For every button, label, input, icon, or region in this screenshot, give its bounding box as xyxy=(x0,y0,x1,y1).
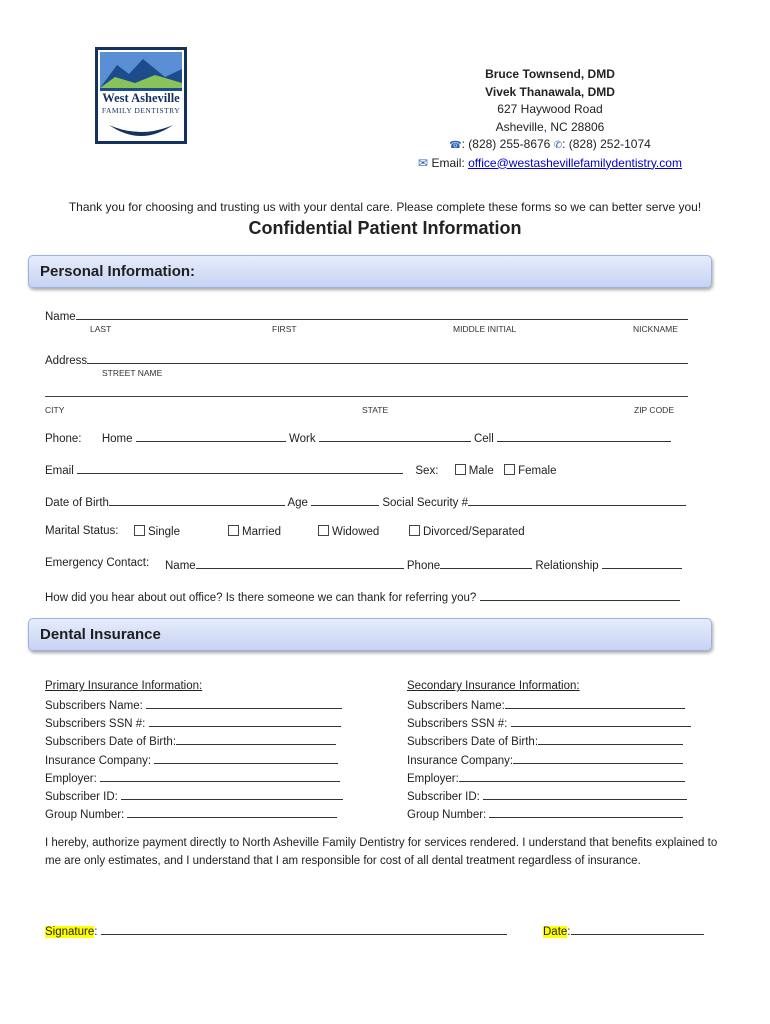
secondary-subscriber-name-field[interactable] xyxy=(505,697,685,709)
signature-label: Signature xyxy=(45,926,95,938)
street-field[interactable] xyxy=(87,352,688,364)
name-sub-middle: MIDDLE INITIAL xyxy=(453,324,517,334)
cell-phone-field[interactable] xyxy=(497,430,671,442)
work-label: Work xyxy=(288,433,316,445)
address-label: Address xyxy=(45,355,88,367)
divorced-checkbox[interactable] xyxy=(409,525,420,536)
practice-logo xyxy=(95,47,187,144)
male-checkbox[interactable] xyxy=(455,464,466,475)
single-label: Single xyxy=(148,526,180,538)
primary-ssn-field[interactable] xyxy=(149,715,341,727)
primary-field-label: Subscribers SSN #: xyxy=(45,718,146,731)
emergency-name-field[interactable] xyxy=(196,557,404,569)
referral-label: How did you hear about out office? Is there someone we can thank for referring you? xyxy=(45,592,477,604)
secondary-ssn-field[interactable] xyxy=(511,715,691,727)
dob-row xyxy=(45,494,686,509)
personal-info-header xyxy=(28,255,712,288)
emergency-phone-label: Phone xyxy=(406,560,441,572)
phone-line xyxy=(380,136,720,155)
date-label: Date xyxy=(543,926,568,938)
primary-field-label: Subscribers Name: xyxy=(45,700,143,712)
address-row xyxy=(45,352,688,367)
age-field[interactable] xyxy=(311,494,379,506)
primary-employer-field[interactable] xyxy=(100,770,340,782)
primary-field-label: Insurance Company: xyxy=(45,754,152,767)
divorced-label: Divorced/Separated xyxy=(423,526,525,538)
logo-tagline: FAMILY DENTISTRY xyxy=(101,106,181,115)
dental-insurance-heading: Dental Insurance xyxy=(40,626,161,643)
secondary-subscriber-id-field[interactable] xyxy=(483,788,687,800)
primary-field-label: Group Number: xyxy=(45,809,125,822)
personal-info-heading: Personal Information: xyxy=(40,263,196,280)
secondary-field-label: Subscribers SSN #: xyxy=(407,718,508,731)
married-label: Married xyxy=(242,526,281,538)
city-sub: CITY xyxy=(45,405,65,415)
signature-field[interactable] xyxy=(101,923,507,935)
fax-number: : (828) 252-1074 xyxy=(562,137,651,151)
city-state-zip-field[interactable] xyxy=(45,389,688,397)
relationship-field[interactable] xyxy=(602,557,682,569)
street-address: 627 Haywood Road xyxy=(497,102,603,116)
email-field-label: Email xyxy=(45,465,74,477)
home-phone-field[interactable] xyxy=(136,430,286,442)
secondary-insurance-company-field[interactable] xyxy=(513,752,683,764)
secondary-employer-field[interactable] xyxy=(459,770,685,782)
email-link[interactable]: office@westashevillefamilydentistry.com xyxy=(468,155,682,170)
primary-field-label: Subscribers Date of Birth: xyxy=(45,736,177,749)
authorization-text: I hereby, authorize payment directly to North Asheville Family Dentistry for services rendered. I understand that benefits explained to me are only estimates, and I understand that I am responsible for cost of all dental treatment regardless of insurance. xyxy=(45,837,718,867)
single-checkbox[interactable] xyxy=(134,525,145,536)
name-sub-nickname: NICKNAME xyxy=(633,324,678,334)
secondary-field-label: Subscribers Date of Birth: xyxy=(407,736,539,749)
female-label: Female xyxy=(518,465,557,477)
state-sub: STATE xyxy=(362,405,389,415)
name-field[interactable] xyxy=(76,308,688,320)
secondary-field-label: Group Number: xyxy=(407,809,487,822)
signature-colon: : xyxy=(94,926,98,938)
dental-insurance-header xyxy=(28,618,712,651)
referral-row xyxy=(45,589,680,604)
secondary-dob-field[interactable] xyxy=(538,733,683,745)
secondary-insurance-heading: Secondary Insurance Information: xyxy=(407,680,580,692)
primary-insurance-company-field[interactable] xyxy=(154,752,338,764)
logo-name: West Asheville xyxy=(102,91,180,105)
secondary-field-label: Insurance Company: xyxy=(407,754,514,767)
secondary-field-label: Subscriber ID: xyxy=(407,791,480,804)
divorced-option xyxy=(409,525,525,538)
contact-block xyxy=(380,66,720,172)
date-field[interactable] xyxy=(571,923,704,935)
dob-field[interactable] xyxy=(109,494,285,506)
intro-text: Thank you for choosing and trusting us with your dental care. Please complete these forms so we can better serve you! xyxy=(68,200,702,214)
married-option xyxy=(228,525,281,538)
fax-icon: ✆ xyxy=(553,140,563,151)
doctor-name: Bruce Townsend, DMD xyxy=(485,67,615,81)
sex-label: Sex: xyxy=(415,465,439,477)
age-label: Age xyxy=(287,497,308,509)
widowed-label: Widowed xyxy=(332,526,380,538)
single-option xyxy=(134,525,180,538)
secondary-field-label: Employer: xyxy=(407,772,459,785)
secondary-insurance-fields xyxy=(407,697,691,824)
work-phone-field[interactable] xyxy=(319,430,471,442)
doctor-name: Vivek Thanawala, DMD xyxy=(485,84,615,99)
primary-field-label: Employer: xyxy=(45,772,97,785)
referral-field[interactable] xyxy=(480,589,680,601)
name-sub-last: LAST xyxy=(90,324,112,334)
email-label: Email: xyxy=(431,155,465,170)
widowed-checkbox[interactable] xyxy=(318,525,329,536)
female-checkbox[interactable] xyxy=(504,464,515,475)
phone-label: Phone: xyxy=(45,433,82,445)
male-label: Male xyxy=(468,465,494,477)
home-label: Home xyxy=(101,433,133,445)
date-colon: : xyxy=(567,926,571,938)
phone-icon: ☎ xyxy=(449,140,462,151)
primary-subscriber-id-field[interactable] xyxy=(121,788,343,800)
primary-insurance-fields xyxy=(45,697,343,824)
signature-row xyxy=(45,923,507,938)
primary-subscriber-name-field[interactable] xyxy=(146,697,342,709)
page-title: Confidential Patient Information xyxy=(248,218,522,238)
street-sub: STREET NAME xyxy=(102,368,163,378)
primary-field-label: Subscriber ID: xyxy=(45,791,118,804)
secondary-group-number-field[interactable] xyxy=(489,806,683,818)
secondary-field-label: Subscribers Name: xyxy=(407,700,505,712)
primary-group-number-field[interactable] xyxy=(127,806,337,818)
emergency-label: Emergency Contact: xyxy=(45,557,150,569)
name-label: Name xyxy=(45,311,76,323)
phone-row xyxy=(45,430,671,445)
emergency-row xyxy=(165,557,682,572)
married-checkbox[interactable] xyxy=(228,525,239,536)
widowed-option xyxy=(318,525,379,538)
relationship-label: Relationship xyxy=(535,560,599,572)
phone-number: : (828) 255-8676 xyxy=(461,137,551,151)
ssn-label: Social Security # xyxy=(382,497,469,509)
email-icon: ✉ xyxy=(418,155,429,170)
email-sex-row xyxy=(45,462,557,477)
primary-dob-field[interactable] xyxy=(176,733,336,745)
primary-insurance-heading: Primary Insurance Information: xyxy=(45,680,203,692)
dob-label: Date of Birth xyxy=(45,497,109,509)
date-row xyxy=(543,923,704,938)
emergency-name-label: Name xyxy=(165,560,196,572)
email-line xyxy=(380,155,720,173)
zip-sub: ZIP CODE xyxy=(634,405,674,415)
email-field[interactable] xyxy=(77,462,403,474)
city-address: Asheville, NC 28806 xyxy=(495,119,605,134)
emergency-phone-field[interactable] xyxy=(440,557,532,569)
cell-label: Cell xyxy=(473,433,494,445)
name-sub-first: FIRST xyxy=(272,324,297,334)
ssn-field[interactable] xyxy=(468,494,686,506)
name-row xyxy=(45,308,688,323)
marital-label: Marital Status: xyxy=(45,525,119,537)
